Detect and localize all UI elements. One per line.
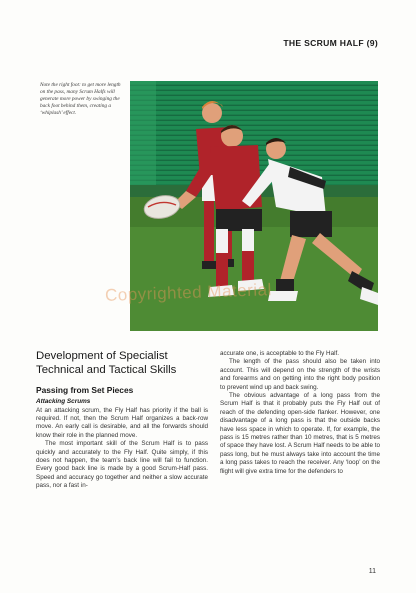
body-paragraph: The obvious advantage of a long pass from the Scrum Half is that it probably puts the Fly Half out of reach of the defending open-side flanker. However, one disadvantage of a long pass is that the outside backs have less space in which to operate. If, for example, the pass is 15 metres rather than 10 metres, that is 5 metres of space they have lost. A Scrum Half needs to be able to pass long, but he must always take into account the time a long pass takes to reach the receiver. Any ‘loop’ on the flight will give extra time for the defenders to bbox=[220, 392, 380, 475]
body-paragraph: accurate one, is acceptable to the Fly Half. bbox=[220, 350, 340, 357]
sub-sub-heading: Attacking Scrums bbox=[36, 398, 91, 406]
body-paragraph: The length of the pass should also be taken into account. This will depend on the strength of the wrists and forearms and on getting into the right body position to prevent wind up and back swing. bbox=[220, 358, 380, 391]
stand-aisle bbox=[130, 81, 156, 191]
running-head: THE SCRUM HALF (9) bbox=[283, 38, 378, 48]
body-paragraph: At an attacking scrum, the Fly Half has priority if the ball is required. If not, then the Scrum Half organizes a back-row move. An early call is desirable, and all the forwards should know their role in the planned move. bbox=[36, 406, 208, 439]
page-number: 11 bbox=[368, 568, 376, 575]
left-column bbox=[36, 350, 208, 491]
copyright-watermark: Copyrighted Material bbox=[104, 280, 273, 305]
subsection-heading: Passing from Set Pieces bbox=[36, 385, 134, 396]
body-paragraph: The most important skill of the Scrum Half is to pass quickly and accurately to the Fly Half. Quite simply, if this does not happen, the team’s back line will fail to function. Every good back line is made by a good Scrum-Half pass. Speed and accuracy go together and neither a slow accurate pass, nor a fast in- bbox=[36, 440, 208, 490]
photo-caption: Note the right foot: to get more length on the pass, many Scrum Halfs will generate more power by swinging the back foot behind them, creating a ‘whiplash’ effect. bbox=[40, 82, 121, 116]
right-column bbox=[220, 350, 380, 476]
section-heading: Development of Specialist Technical and Tactical Skills bbox=[36, 350, 177, 376]
